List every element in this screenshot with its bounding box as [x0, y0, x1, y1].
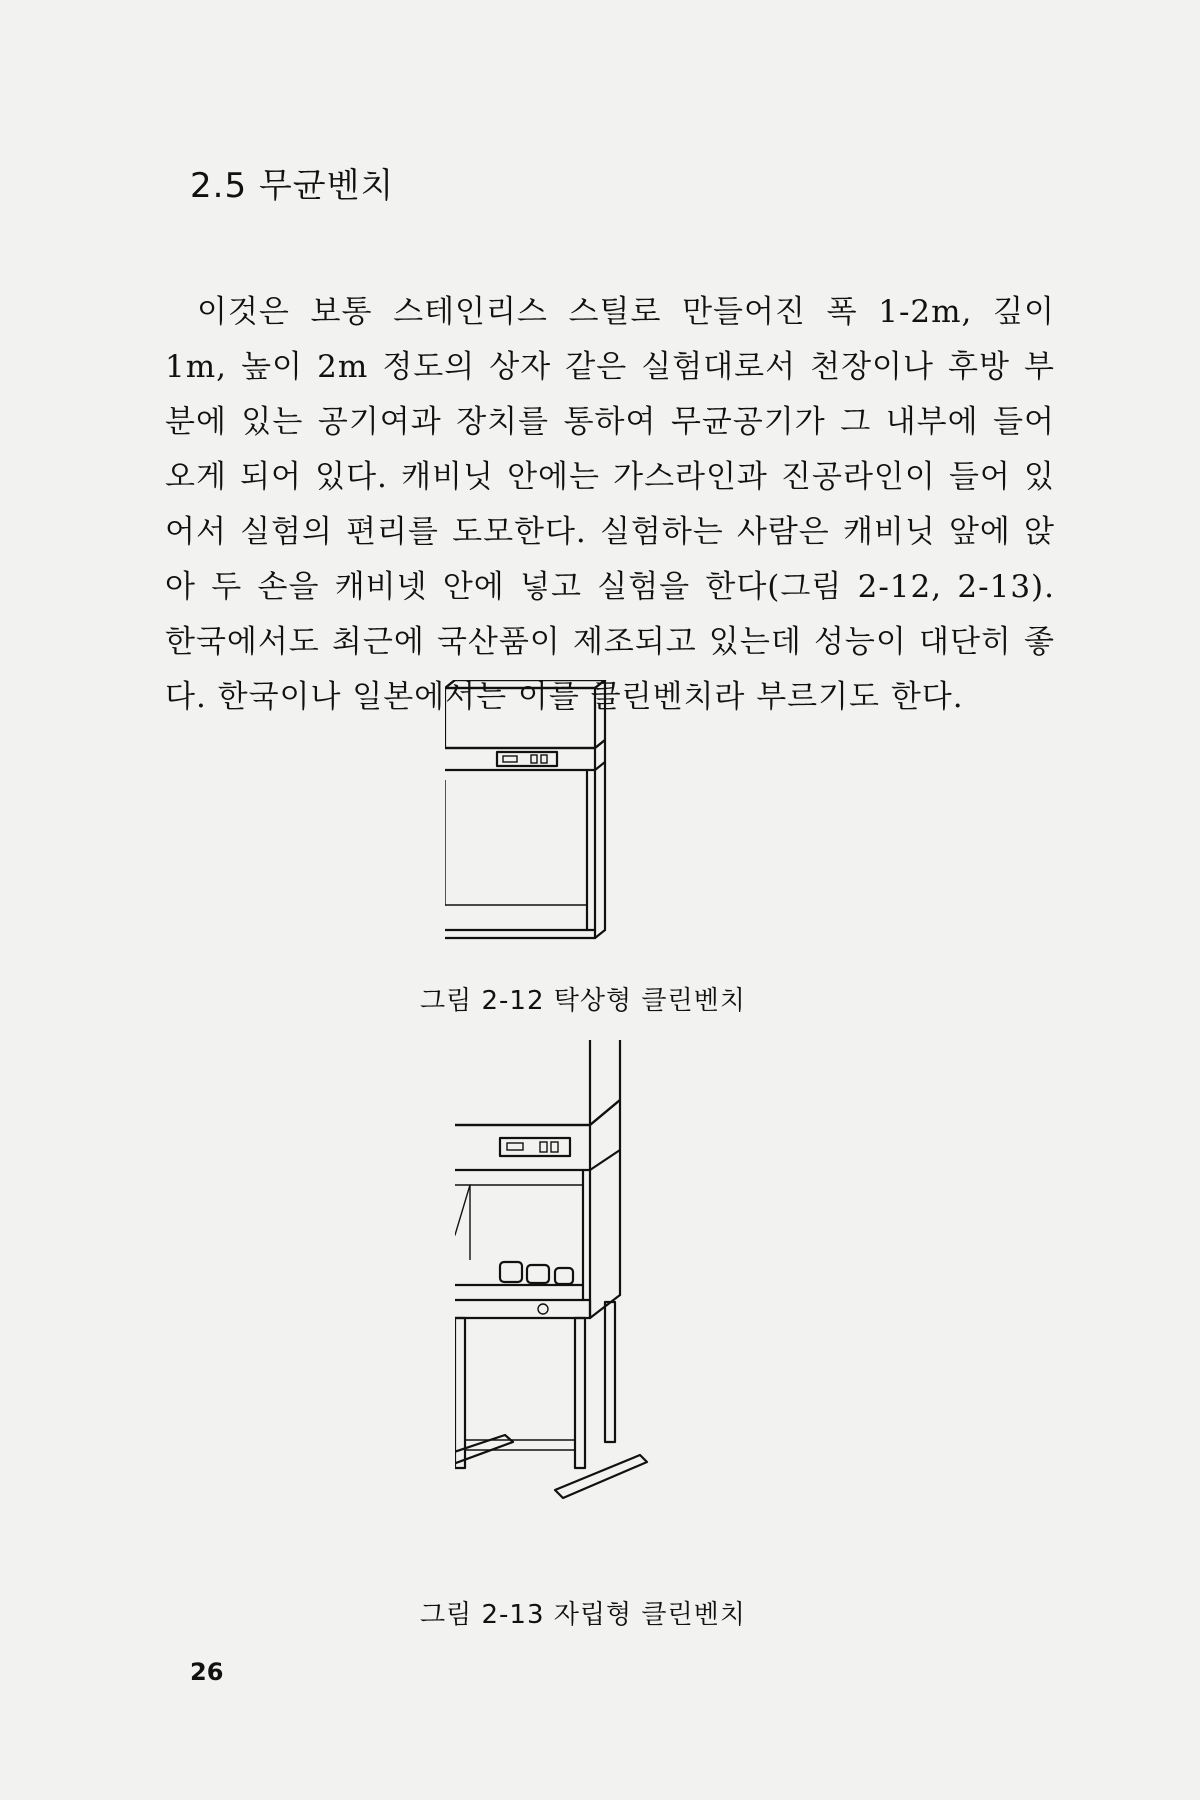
section-title: 무균벤치	[258, 166, 395, 206]
figure-caption: 그림 2-13 자립형 클린벤치	[420, 1600, 746, 1630]
tabletop-clean-bench-illustration	[445, 680, 730, 980]
page-number: 26	[190, 1658, 224, 1686]
freestanding-clean-bench-illustration	[455, 1040, 740, 1600]
figure-caption: 그림 2-12 탁상형 클린벤치	[420, 986, 746, 1016]
figure-tabletop-clean-bench	[445, 680, 730, 980]
figure-freestanding-clean-bench	[455, 1040, 740, 1600]
section-heading	[190, 158, 394, 207]
section-number: 2.5	[190, 166, 248, 206]
body-paragraph: 이것은 보통 스테인리스 스틸로 만들어진 폭 1-2m, 깊이 1m, 높이 2m 정도의 상자 같은 실험대로서 천장이나 후방 부분에 있는 공기여과 장치를 통하여 무균공기가 그 내부에 들어오게 되어 있다. 캐비닛 안에는 가스라인과 진공라인이 들어 있어서 실험의 편리를 도모한다. 실험하는 사람은 캐비닛 앞에 앉아 두 손을 캐비넷 안에 넣고 실험을 한다(그림 2-12, 2-13). 한국에서도 최근에 국산품이 제조되고 있는데 성능이 대단히 좋다. 한국이나 일본에서는 이를 클린벤치라 부르기도 한다.	[165, 294, 1055, 715]
